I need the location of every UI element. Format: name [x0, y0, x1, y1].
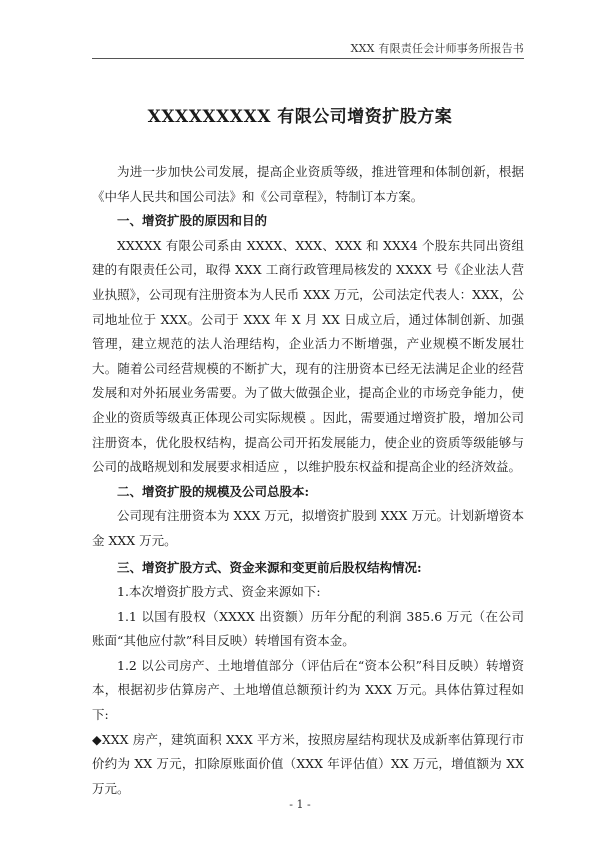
header-divider: [92, 58, 524, 59]
diamond-bullet-icon: ◆: [92, 731, 102, 747]
section-2-paragraph: 公司现有注册资本为 XXX 万元，拟增资扩股到 XXX 万元。计划新增资本金 XXX 万元。: [92, 508, 524, 548]
document-body: [92, 160, 524, 801]
section-3-bullet-1: [92, 728, 524, 802]
document-title: XXXXXXXXX 有限公司增资扩股方案: [147, 107, 453, 127]
section-1-paragraph: XXXXX 有限公司系由 XXXX、XXX、XXX 和 XXX4 个股东共同出资组建的有限责任公司，取得 XXX 工商行政管理局核发的 XXXX 号《企业法人营业执照》，公司现有注册资本为人民币 XXX 万元，公司法定代表人：XXX，公司地址位于 XXX。公司于 XXX 年 X 月 XX 日成立后，通过体制创新、加强管理，建立规范的法人治理结构，企业活力不断增强，产业规模不断发展壮大。随着公司经营规模的不断扩大，现有的注册资本已经无法满足企业的经营发展和对外拓展业务需要。为了做大做强企业，提高企业的市场竞争能力，使企业的资质等级真正体现公司实际规模 。因此，需要通过增资扩股，增加公司注册资本，优化股权结构，提高公司开拓发展能力，使企业的资质等级能够与公司的战略规划和发展要求相适应 ，以维护股东权益和提高企业的经济效益。: [92, 237, 524, 475]
section-1-heading: 一、增资扩股的原因和目的: [117, 213, 268, 229]
section-3-item-2: 1.2 以公司房产、土地增值部分（评估后在“资本公积”科目反映）转增资本，根据初步估算房产、土地增值总额预计约为 XXX 万元。具体估算过程如下:: [92, 657, 524, 723]
section-3-item-1: 1.1 以国有股权（XXXX 出资额）历年分配的利润 385.6 万元（在公司账面“其他应付款”科目反映）转增国有资本金。: [92, 608, 524, 649]
bullet-1-text: XXX 房产，建筑面积 XXX 平方米，按照房屋结构现状及成新率估算现行市价约为 XX 万元，扣除原账面价值（XXX 年评估值）XX 万元，增值额为 XX 万元。: [92, 731, 524, 796]
section-3-heading: 三、增资扩股方式、资金来源和变更前后股权结构情况:: [117, 559, 422, 575]
section-3-line-1: 1.本次增资扩股方式、资金来源如下:: [117, 584, 321, 600]
intro-paragraph: 为进一步加快公司发展，提高企业资质等级，推进管理和体制创新，根据《中华人民共和国公司法》和《公司章程》，特制订本方案。: [92, 164, 524, 204]
page-header: XXX 有限责任会计师事务所报告书: [350, 42, 524, 55]
section-2-heading: 二、增资扩股的规模及公司总股本:: [117, 483, 310, 499]
page-number: - 1 -: [289, 798, 311, 811]
